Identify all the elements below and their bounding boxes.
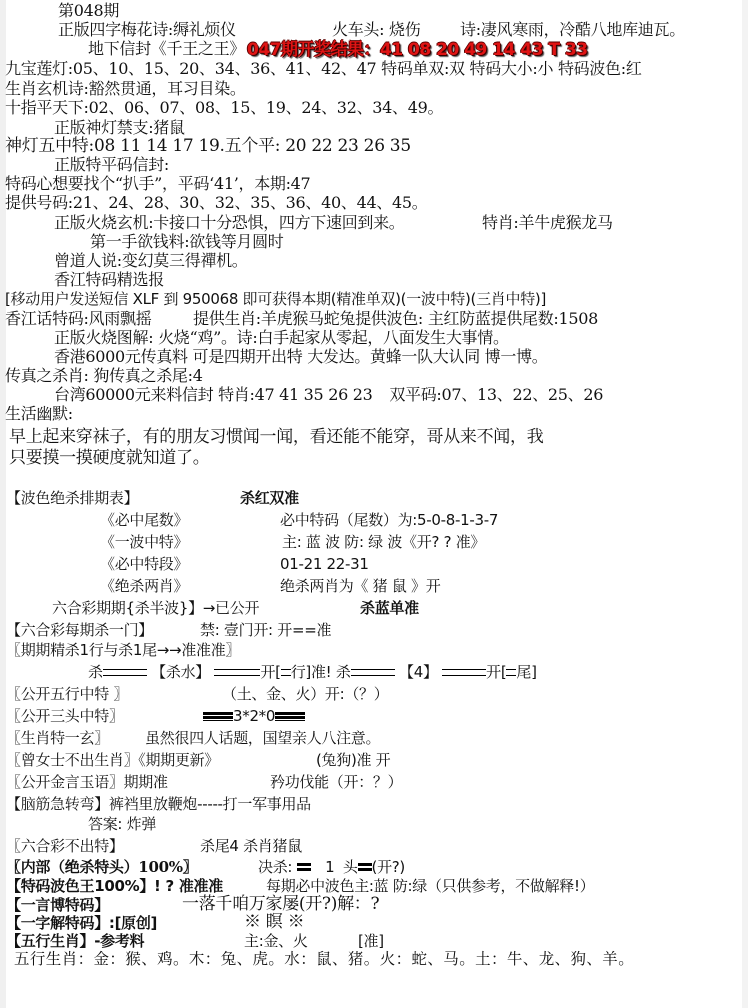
two-zodiac-value: 绝杀两肖为《 猪 鼠 》开 <box>280 577 441 595</box>
first-hand-line <box>90 232 284 251</box>
provided-line <box>5 193 428 212</box>
plum-poem-line <box>58 20 236 39</box>
humor-line-1: 早上起来穿袜子，有的朋友习惯闻一闻，看还能不能穿，哥从来不闻，我 <box>9 427 544 447</box>
plum-poem-value: 缛礼烦仪 <box>173 20 236 39</box>
solid-bar-right <box>275 712 305 721</box>
xj-tail-value: 1508 <box>558 309 599 328</box>
flat-letter-label: 正版特平码信封: <box>54 155 169 174</box>
sms-notice: [移动用户发送短信 XLF 到 950068 即可获得本期(精准单双)(一波中特)(三肖中特)] <box>5 290 547 308</box>
one-wave-value: 主: 蓝 波 防: 绿 波《开? ? 准》 <box>282 533 486 551</box>
fire-mystery-line <box>54 213 405 232</box>
half-wave-label: 六合彩期期{杀半波}】→已公开 <box>52 599 260 617</box>
internal-row <box>258 858 405 877</box>
tail-text: 尾] <box>516 663 537 681</box>
fax-kill-zodiac-label: 传真之杀肖: <box>5 366 89 385</box>
provided-numbers: 21、24、28、30、32、35、36、40、44、45。 <box>72 193 428 212</box>
fire-diagram-line <box>54 328 509 347</box>
solid-bar <box>358 863 372 872</box>
xj-tail-label: 提供尾数: <box>490 309 559 328</box>
kill-text-2: 杀 <box>335 663 351 681</box>
tw-fax-line <box>54 385 603 404</box>
five-zodiac-list: 五行生肖：金：猴、鸡。木：兔、虎。水：鼠、猪。火：蛇、马。土：牛、龙、狗、羊。 <box>14 950 635 968</box>
xiangjiang-report-title: 香江特码精选报 <box>54 270 164 289</box>
wave-value: 红 <box>625 59 642 78</box>
kill-door-value: 禁: 壹门开: 开==准 <box>200 621 332 639</box>
double-line-divider <box>442 669 486 676</box>
jiubao-numbers: 05、10、15、20、34、36、41、42、47 <box>72 59 377 78</box>
two-zodiac-label: 《绝杀两肖》 <box>100 577 189 595</box>
zeng-line <box>54 251 248 270</box>
lamp-ban-label: 正版神灯禁支: <box>54 118 154 137</box>
half-wave-value: 杀蓝单准 <box>360 599 419 617</box>
xj-zodiac-label: 提供生肖: <box>193 309 261 328</box>
hk-fax-line: 香港6000元传真料 可是四期开出特 大发达。黄蜂一队大认同 博一博。 <box>54 347 548 366</box>
double-line-divider <box>506 669 516 676</box>
fire-mystery-label: 正版火烧玄机: <box>54 213 154 232</box>
odd-even-value: 双 <box>449 59 465 78</box>
ten-finger-numbers: 02、06、07、08、15、19、24、32、34、49。 <box>88 98 444 117</box>
ten-finger-label: 十指平天下: <box>5 98 89 117</box>
answer-line <box>88 815 156 834</box>
zeng-label: 曾道人说: <box>54 251 122 270</box>
train-head-value: 烧伤 <box>389 20 421 39</box>
internal-kill-label: 决杀: <box>258 858 293 876</box>
xj-zodiac-value: 羊虎猴马蛇兔 <box>260 309 356 328</box>
jiubao-label: 九宝莲灯: <box>5 59 73 78</box>
fax-kill-zodiac-value: 狗 <box>93 366 110 385</box>
five-flat-label: 五个平: <box>224 136 281 156</box>
tw-fax-label: 台湾60000元来料信封 特肖: <box>54 385 255 404</box>
fire-mystery-value: 卡接口十分恐惧，四方下速回到来。 <box>153 213 405 232</box>
wave-king-value: 每期必中波色主:蓝 防:绿（只供参考，不做解释!） <box>266 877 595 895</box>
jiubao-line <box>5 59 642 78</box>
poem-label: 诗: <box>460 20 481 39</box>
wish-line: 特码心想要找个“扒手”，平码‘41’，本期:47 <box>5 174 311 193</box>
fax-kill-line <box>5 366 203 385</box>
kill-door-label: 【六合彩每期杀一门】 <box>6 621 154 639</box>
fire-diagram-label: 正版火烧图解: <box>54 328 154 347</box>
zodiac-riddle-value: 虽然很四人话题，国望亲人八注意。 <box>145 729 381 747</box>
three-heads-row <box>203 707 305 726</box>
xj-talk-label: 香江话特码: <box>5 309 89 328</box>
issue-number: 第048期 <box>58 1 120 20</box>
answer-value: 炸弹 <box>126 815 157 833</box>
fax-kill-tail-label: 传真之杀尾: <box>109 366 193 385</box>
lamp-five-label: 神灯五中特: <box>5 136 94 156</box>
double-flat-label: 双平码: <box>389 385 442 404</box>
tail-value: 必中特码（尾数）为:5-0-8-1-3-7 <box>280 511 499 529</box>
special-zodiac-value: 羊牛虎猴龙马 <box>518 213 613 232</box>
five-zodiac-main: 主:金、火 <box>244 932 308 950</box>
three-heads-label: 〖公开三头中特〗 <box>6 707 124 725</box>
zodiac-poem-label: 生肖玄机诗: <box>5 79 89 98</box>
double-line-divider <box>214 669 260 676</box>
double-line-divider <box>351 669 395 676</box>
five-elements-label: 〖公开五行中特 〗 <box>6 685 129 703</box>
tail-label: 《必中尾数》 <box>100 511 189 529</box>
size-label: 特码大小: <box>469 59 538 78</box>
zeng-value: 变幻莫三得禪机。 <box>121 251 248 270</box>
one-word-value: 一落千咱万家屡(开?)解：? <box>182 894 380 914</box>
zodiac-poem-line <box>5 79 246 98</box>
five-zodiac-label: 【五行生肖】-参考料 <box>6 932 145 950</box>
zodiac-riddle-label: 〖生肖特一玄〗 <box>6 729 109 747</box>
five-flat-numbers: 20 22 23 26 35 <box>285 136 411 156</box>
no-special-label: 〖六合彩不出特】 <box>6 837 124 855</box>
kill-row-chain <box>88 663 537 682</box>
open-text-2: 开[ <box>486 663 507 681</box>
no-special-value: 杀尾4 杀肖猪鼠 <box>200 837 302 855</box>
fire-diagram-value: 火烧“鸡”。诗:白手起家从零起，八面发生大事情。 <box>158 328 509 347</box>
one-word-label: 【一言博特码】 <box>6 896 109 914</box>
draw-result-banner: 047期开奖结果：41 08 20 49 14 43 T 33 <box>247 40 588 60</box>
one-char-label: 【一字解特码】:[原创] <box>6 914 158 932</box>
lamp-ban-value: 猪鼠 <box>153 118 185 137</box>
xj-provide-line <box>193 309 598 328</box>
brain-teaser-line <box>6 795 311 814</box>
lamp-five-line <box>5 136 411 157</box>
answer-label: 答案: <box>88 815 123 833</box>
kill-four-tag: 【4】 <box>399 663 438 681</box>
xj-wave-value: 主红防蓝 <box>427 309 491 328</box>
internal-open: (开?) <box>371 858 405 876</box>
tw-fax-numbers: 47 41 35 26 23 <box>254 385 373 404</box>
internal-kill-value: 1 <box>325 858 335 876</box>
solid-bar <box>297 863 311 872</box>
golden-words-label: 〖公开金言玉语〗期期准 <box>6 773 168 791</box>
kill-row-label: 〖期期精杀1行与杀1尾→→准准准〗 <box>6 641 241 659</box>
one-wave-label: 《一波中特》 <box>100 533 189 551</box>
lamp-ban-line <box>54 118 185 137</box>
xj-talk-line <box>5 309 151 328</box>
double-line-divider <box>103 669 147 676</box>
wave-table-label: 【波色绝杀排期表】 <box>6 489 139 507</box>
xj-wave-label: 提供波色: <box>355 309 424 328</box>
train-head-label: 火车头: <box>332 20 385 39</box>
brain-teaser-value: 裤裆里放鞭炮-----打一军事用品 <box>108 795 311 813</box>
wave-label: 特码波色: <box>557 59 626 78</box>
lamp-five-numbers: 08 11 14 17 19. <box>93 136 225 156</box>
brain-teaser-label: 【脑筋急转弯】 <box>6 795 109 813</box>
golden-words-value: 矜功伐能（开：？） <box>270 773 403 791</box>
xing-text: 行]准! <box>290 663 332 681</box>
plum-poem-label: 正版四字梅花诗: <box>58 20 173 39</box>
fax-kill-tail-value: 4 <box>192 366 203 385</box>
segment-value: 01-21 22-31 <box>280 555 369 573</box>
odd-even-label: 特码单双: <box>381 59 450 78</box>
zodiac-poem-value: 豁然贯通，耳习目染。 <box>88 79 246 98</box>
humor-label: 生活幽默: <box>5 404 73 423</box>
one-char-value: ※ 瞑 ※ <box>244 912 305 932</box>
ms-zeng-value: (兔狗)准 开 <box>316 751 391 769</box>
page-edge-right <box>742 0 748 1008</box>
underground-letter: 地下信封《千王之王》 <box>88 39 246 58</box>
first-hand-label: 第一手欲钱料: <box>90 232 190 251</box>
segment-label: 《必中特段》 <box>100 555 189 573</box>
internal-label: 〖内部（绝杀特头）100%〗 <box>6 858 198 876</box>
kill-water-tag: 【杀水】 <box>151 663 210 681</box>
special-zodiac-label: 特肖: <box>482 213 519 232</box>
size-value: 小 <box>537 59 554 78</box>
ms-zeng-label: 〖曾女士不出生肖〗《期期更新》 <box>6 751 220 769</box>
solid-bar-left <box>203 712 233 721</box>
ten-finger-line <box>5 98 443 117</box>
poem-value: 凄风寒雨，冷酷八地库迪瓦。 <box>480 20 685 39</box>
kill-text: 杀 <box>88 663 103 681</box>
first-hand-value: 欲钱等月圆时 <box>189 232 284 251</box>
three-heads-value: 3*2*0 <box>233 707 276 725</box>
five-zodiac-tag: [准] <box>358 932 384 950</box>
double-flat-numbers: 07、13、22、25、26 <box>441 385 604 404</box>
internal-head-label: 头 <box>342 858 358 876</box>
humor-line-2: 只要摸一摸硬度就知道了。 <box>9 448 210 468</box>
xj-talk-value: 风雨飘摇 <box>88 309 152 328</box>
open-text: 开[ <box>260 663 281 681</box>
provided-label: 提供号码: <box>5 193 73 212</box>
wave-king-label-text: 【特码波色王100%】! ? 准准准 <box>6 877 223 895</box>
special-zodiac-line <box>482 213 613 232</box>
five-elements-value: （土、金、火）开:（？） <box>222 685 389 703</box>
double-line-divider <box>281 669 291 676</box>
wave-table-value: 杀红双准 <box>240 489 299 507</box>
